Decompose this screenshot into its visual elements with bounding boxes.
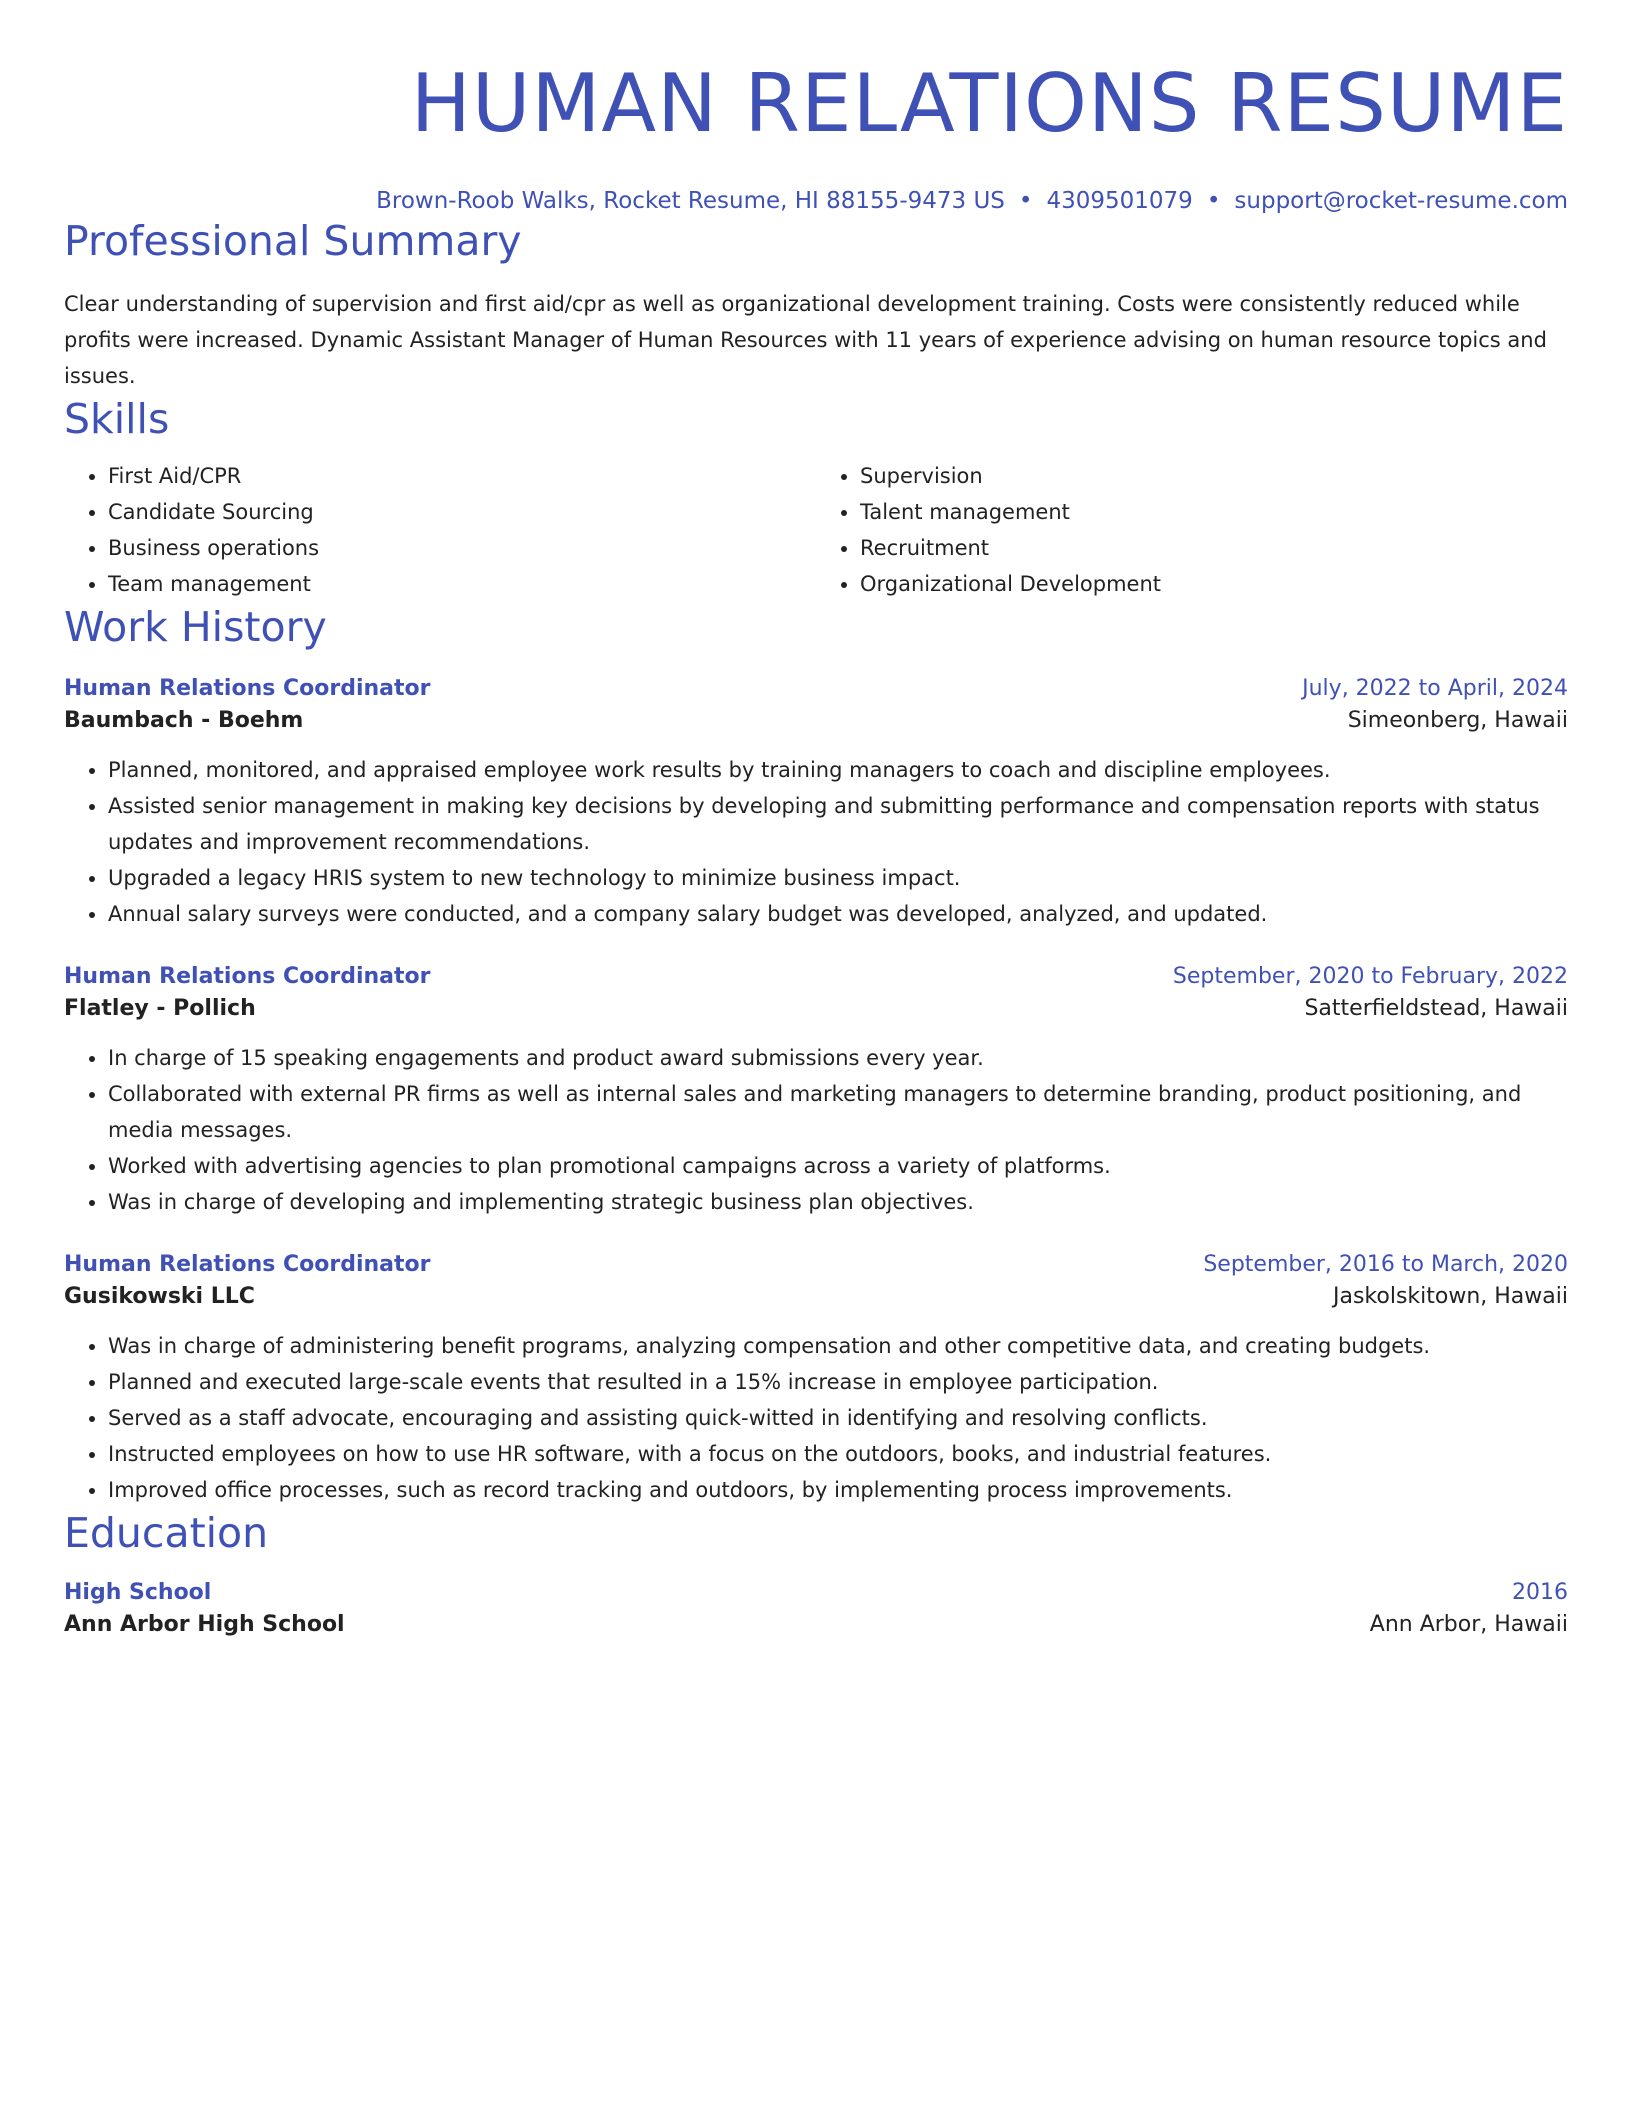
job-bullet: • Was in charge of developing and implementing strategic business plan objectives. <box>108 1184 1568 1220</box>
job-company: Flatley - Pollich <box>64 996 256 1021</box>
skills-list-right <box>816 458 1568 602</box>
skill-item: • First Aid/CPR <box>108 458 816 494</box>
resume-title: HUMAN RELATIONS RESUME <box>410 57 1568 150</box>
contact-email[interactable]: support@rocket-resume.com <box>1234 188 1568 214</box>
job-bullet: • Was in charge of administering benefit programs, analyzing compensation and other competitive data, and creating budgets. <box>108 1328 1568 1364</box>
contact-separator: • <box>1018 188 1033 214</box>
education-school-row <box>64 1608 1568 1642</box>
job-bullet: • Worked with advertising agencies to plan promotional campaigns across a variety of platforms. <box>108 1148 1568 1184</box>
job-company-row <box>64 704 1568 738</box>
skill-item: • Supervision <box>860 458 1568 494</box>
job-dates: September, 2020 to February, 2022 <box>1172 964 1568 989</box>
skills-grid <box>64 458 1568 602</box>
job-title: Human Relations Coordinator <box>64 676 431 701</box>
job-company-row <box>64 992 1568 1026</box>
job-bullet: • Annual salary surveys were conducted, and a company salary budget was developed, analyzed, and updated. <box>108 896 1568 932</box>
job-bullet: • Planned, monitored, and appraised employee work results by training managers to coach and discipline employees. <box>108 752 1568 788</box>
job-header-row <box>64 674 1568 704</box>
contact-line <box>64 186 1568 216</box>
job-bullet: • Upgraded a legacy HRIS system to new technology to minimize business impact. <box>108 860 1568 896</box>
job-bullets <box>64 752 1568 932</box>
job-entry <box>64 674 1568 932</box>
job-bullets <box>64 1040 1568 1220</box>
education-entry <box>64 1578 1568 1642</box>
job-entry <box>64 962 1568 1220</box>
job-bullet: • Collaborated with external PR firms as well as internal sales and marketing managers to determine branding, product positioning, and media messages. <box>108 1076 1568 1148</box>
education-year: 2016 <box>1512 1580 1568 1605</box>
job-bullet: • Served as a staff advocate, encouraging and assisting quick-witted in identifying and resolving conflicts. <box>108 1400 1568 1436</box>
job-company: Baumbach - Boehm <box>64 708 304 733</box>
work-history-heading: Work History <box>64 603 327 651</box>
job-bullet: • Assisted senior management in making key decisions by developing and submitting performance and compensation reports with status updates and improvement recommendations. <box>108 788 1568 860</box>
job-dates: July, 2022 to April, 2024 <box>1302 676 1568 701</box>
job-bullet: • In charge of 15 speaking engagements and product award submissions every year. <box>108 1040 1568 1076</box>
job-bullet: • Improved office processes, such as record tracking and outdoors, by implementing process improvements. <box>108 1472 1568 1508</box>
education-school: Ann Arbor High School <box>64 1612 345 1637</box>
skills-column-right <box>816 458 1568 602</box>
job-location: Satterfieldstead, Hawaii <box>1304 996 1568 1021</box>
job-company-row <box>64 1280 1568 1314</box>
job-company: Gusikowski LLC <box>64 1284 255 1309</box>
summary-text: Clear understanding of supervision and first aid/cpr as well as organizational development training. Costs were consistently reduced while profits were increased. Dynamic Assistant Manager of Human Resources with 11 years of experience advising on human resource topics and issues. <box>64 292 1547 388</box>
contact-separator: • <box>1206 188 1221 214</box>
education-header-row <box>64 1578 1568 1608</box>
contact-address: Brown-Roob Walks, Rocket Resume, HI 88155-9473 US <box>376 188 1005 214</box>
job-dates: September, 2016 to March, 2020 <box>1203 1252 1568 1277</box>
skill-item: • Talent management <box>860 494 1568 530</box>
skill-item: • Recruitment <box>860 530 1568 566</box>
skills-column-left <box>64 458 816 602</box>
job-header-row <box>64 962 1568 992</box>
skill-item: • Business operations <box>108 530 816 566</box>
job-title: Human Relations Coordinator <box>64 964 431 989</box>
job-bullet: • Instructed employees on how to use HR software, with a focus on the outdoors, books, and industrial features. <box>108 1436 1568 1472</box>
job-header-row <box>64 1250 1568 1280</box>
job-bullet: • Planned and executed large-scale events that resulted in a 15% increase in employee participation. <box>108 1364 1568 1400</box>
skills-list-left <box>64 458 816 602</box>
contact-phone: 4309501079 <box>1046 188 1193 214</box>
education-heading: Education <box>64 1509 269 1557</box>
job-bullets <box>64 1328 1568 1508</box>
job-title: Human Relations Coordinator <box>64 1252 431 1277</box>
skill-item: • Candidate Sourcing <box>108 494 816 530</box>
education-degree: High School <box>64 1580 212 1605</box>
education-location: Ann Arbor, Hawaii <box>1369 1612 1568 1637</box>
skill-item: • Organizational Development <box>860 566 1568 602</box>
skills-heading: Skills <box>64 395 170 443</box>
job-location: Simeonberg, Hawaii <box>1347 708 1568 733</box>
skill-item: • Team management <box>108 566 816 602</box>
job-entry <box>64 1250 1568 1508</box>
job-location: Jaskolskitown, Hawaii <box>1332 1284 1568 1309</box>
summary-heading: Professional Summary <box>64 217 522 265</box>
